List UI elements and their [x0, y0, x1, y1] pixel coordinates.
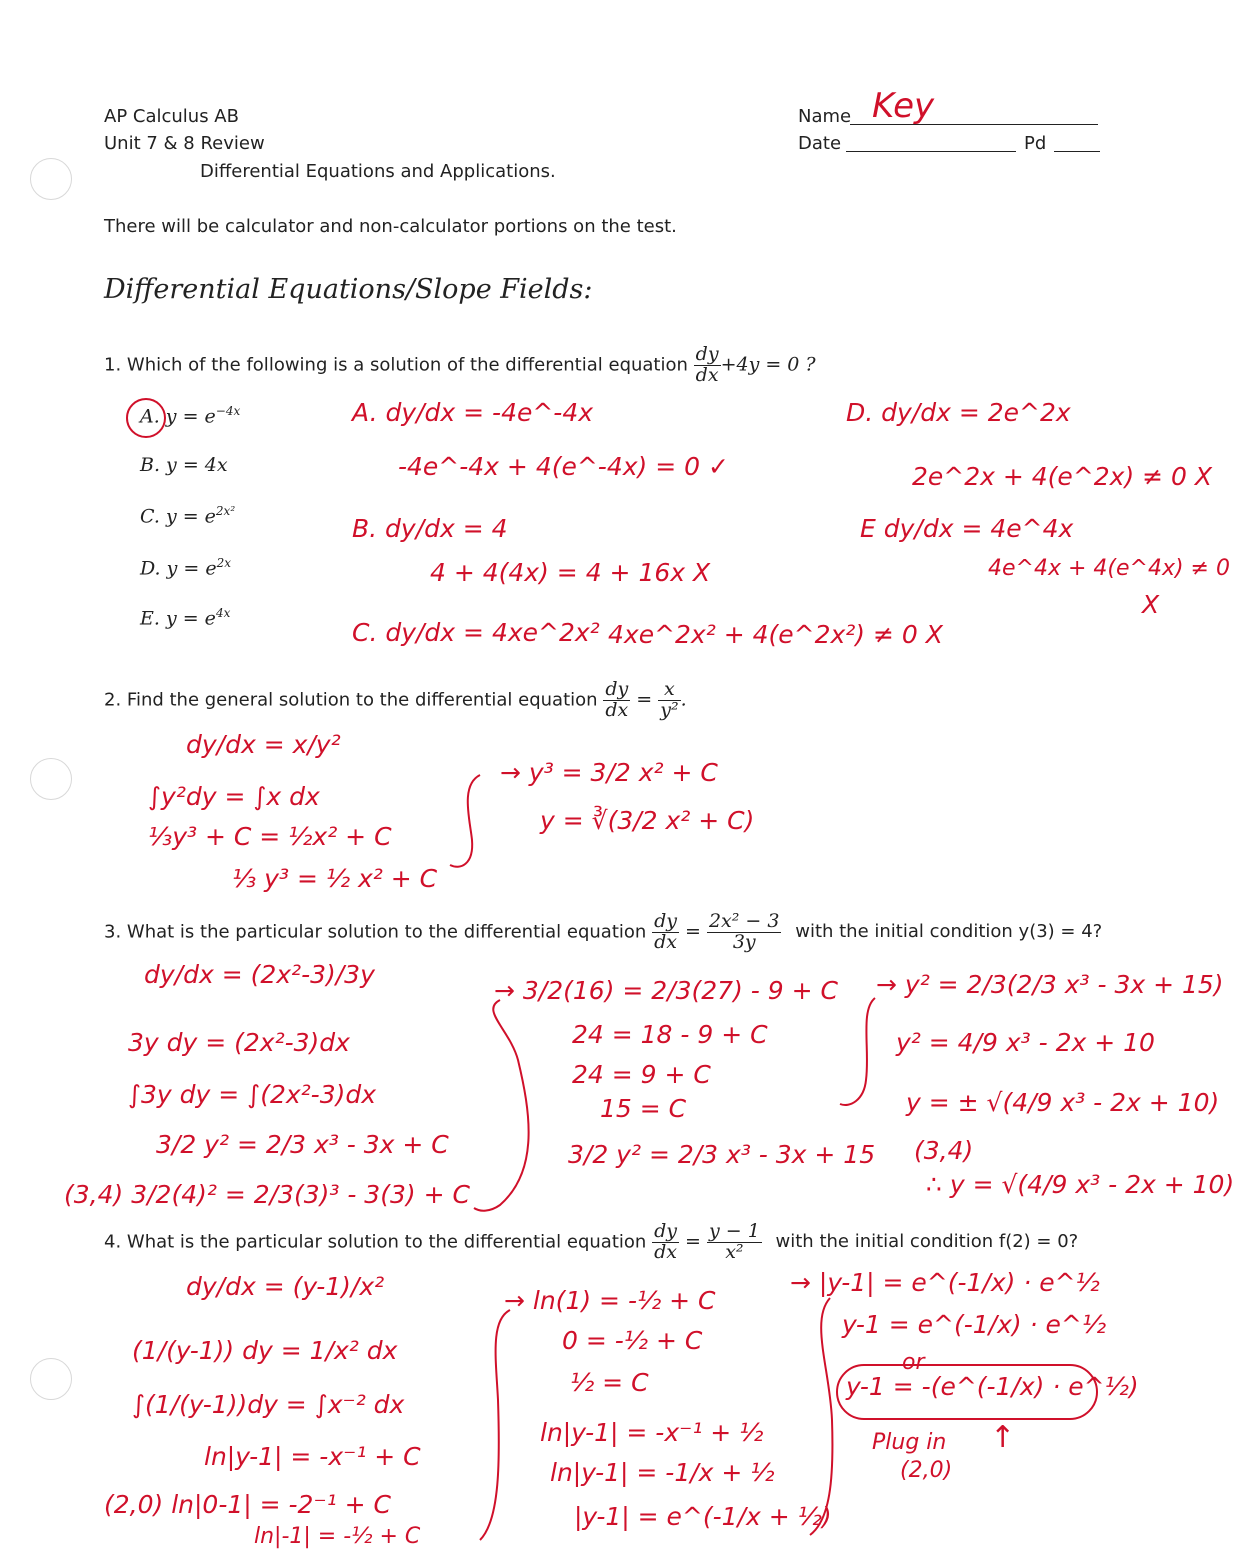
binder-hole-middle	[30, 758, 72, 800]
q4-rhs: $\frac{y - 1}{\text{x²}}$	[708, 1220, 760, 1263]
q4-work-r5: Plug in	[872, 1430, 947, 1455]
q3-prompt-text: 3. What is the particular solution to the differential equation	[104, 921, 647, 943]
q4-work-m6: |y-1| = e^(-1/x + ½)	[574, 1502, 832, 1531]
q3-work-l5: (3,4) 3/2(4)² = 2/3(3)³ - 3(3) + C	[64, 1180, 470, 1209]
q1-work-e3: X	[1142, 590, 1160, 619]
q4-work-m5: ln|y-1| = -1/x + ½	[550, 1458, 775, 1487]
date-line	[846, 151, 1016, 152]
q1-work-e1: E dy/dx = 4e^4x	[860, 514, 1074, 543]
q2-work-l2: ∫y²dy = ∫x dx	[148, 782, 320, 811]
pd-line	[1054, 151, 1100, 152]
q1-work-e2: 4e^4x + 4(e^4x) ≠ 0	[988, 556, 1230, 581]
q3-work-l3: ∫3y dy = ∫(2x²-3)dx	[128, 1080, 377, 1109]
q1-choice-e: E. $y = e^{4x}$	[140, 606, 231, 630]
q4-work-m4: ln|y-1| = -x⁻¹ + ½	[540, 1418, 764, 1447]
q3-work-l1: dy/dx = (2x²-3)/3y	[144, 960, 375, 989]
q3-work-m1: → 3/2(16) = 2/3(27) - 9 + C	[494, 976, 838, 1005]
q4-work-r3: or	[902, 1350, 925, 1375]
q3-work-m2: 24 = 18 - 9 + C	[572, 1020, 768, 1049]
q1-prompt	[104, 345, 816, 386]
q4-work-r4: y-1 = -(e^(-1/x) · e^½)	[846, 1372, 1139, 1401]
q2-work-r1: → y³ = 3/2 x² + C	[500, 758, 718, 787]
q2-work-l3: ⅓y³ + C = ½x² + C	[148, 822, 392, 851]
pd-label: Pd	[1024, 133, 1047, 154]
q4-work-l1: dy/dx = (y-1)/x²	[186, 1272, 385, 1301]
q1-work-d2: 2e^2x + 4(e^2x) ≠ 0 X	[912, 462, 1213, 491]
q3-derivative: $\frac{dy}{dx}$	[654, 910, 677, 953]
worksheet-subtitle: Differential Equations and Applications.	[200, 161, 556, 182]
course-title: AP Calculus AB	[104, 106, 239, 127]
q3-work-r1: → y² = 2/3(2/3 x³ - 3x + 15)	[876, 970, 1224, 999]
name-label: Name	[798, 106, 852, 127]
q4-work-l6: ln|-1| = -½ + C	[254, 1524, 421, 1549]
q2-prompt-text: 2. Find the general solution to the differential equation	[104, 689, 598, 711]
q4-up-arrow: ↑	[990, 1420, 1016, 1455]
q3-work-r5: ∴ y = √(4/9 x³ - 2x + 10)	[926, 1170, 1234, 1199]
q1-choice-c: C. $y = e^{2x^2}$	[140, 504, 236, 528]
binder-hole-bottom	[30, 1358, 72, 1400]
q1-work-b2: 4 + 4(4x) = 4 + 16x X	[430, 558, 711, 587]
q4-work-l5: (2,0) ln|0-1| = -2⁻¹ + C	[104, 1490, 391, 1519]
q3-work-l4: 3/2 y² = 2/3 x³ - 3x + C	[156, 1130, 449, 1159]
q4-work-r2: y-1 = e^(-1/x) · e^½	[842, 1310, 1107, 1339]
q4-prompt: 4. What is the particular solution to the differential equation $\frac{dy}{dx}$ = $\frac{y - 1}{\text{x²}}$ with the initial condition f(2) = 0?	[104, 1220, 1079, 1263]
q2-work-bracket	[440, 770, 500, 880]
q2-work-r2: y = ∛(3/2 x² + C)	[540, 806, 755, 835]
q3-work-m4: 15 = C	[600, 1094, 687, 1123]
q1-choice-b: B. y = 4x	[140, 454, 228, 476]
q2-work-l4: ⅓ y³ = ½ x² + C	[232, 864, 438, 893]
q4-work-r6: (2,0)	[900, 1458, 953, 1483]
q3-work-r4: (3,4)	[914, 1136, 974, 1165]
section-heading: Differential Equations/Slope Fields:	[104, 274, 593, 305]
q3-condition: with the initial condition y(3) = 4?	[795, 921, 1103, 943]
q2-rhs: $\frac{x}{\text{y²}}$	[660, 678, 679, 721]
q2-work-l1: dy/dx = x/y²	[186, 730, 341, 759]
q4-condition: with the initial condition f(2) = 0?	[775, 1231, 1079, 1253]
q1-work-c2: 4xe^2x² + 4(e^2x²) ≠ 0 X	[608, 620, 943, 649]
q3-rhs: $\frac{\text{2x² − 3}}{3y}$	[708, 910, 780, 953]
date-label: Date	[798, 133, 842, 154]
q4-work-l3: ∫(1/(y-1))dy = ∫x⁻² dx	[132, 1390, 405, 1419]
q3-prompt: 3. What is the particular solution to the differential equation $\frac{dy}{dx}$ = $\frac{\text{2x² − 3}}{3y}$ with the initial condition y(3) = 4?	[104, 910, 1103, 953]
q3-work-r2: y² = 4/9 x³ - 2x + 10	[896, 1028, 1155, 1057]
q4-work-m2: 0 = -½ + C	[562, 1326, 703, 1355]
unit-title: Unit 7 & 8 Review	[104, 133, 265, 154]
q2-derivative: $\frac{dy}{dx}$	[605, 678, 629, 721]
q4-work-m1: → ln(1) = -½ + C	[504, 1286, 716, 1315]
q1-work-b1: B. dy/dx = 4	[352, 514, 508, 543]
q4-work-m3: ½ = C	[570, 1368, 649, 1397]
q3-work-r3: y = ± √(4/9 x³ - 2x + 10)	[906, 1088, 1220, 1117]
q4-work-l4: ln|y-1| = -x⁻¹ + C	[204, 1442, 421, 1471]
q3-work-bracket-right	[830, 990, 890, 1120]
q1-choice-a: A. $y = e^{-4x}$	[140, 404, 241, 428]
q1-prompt-text: 1. Which of the following is a solution of the differential equation	[104, 354, 688, 376]
q4-prompt-text: 4. What is the particular solution to the differential equation	[104, 1231, 647, 1253]
name-value-handwritten: Key	[872, 86, 935, 126]
q1-work-a2: -4e^-4x + 4(e^-4x) = 0 ✓	[398, 452, 729, 481]
q4-derivative: $\frac{dy}{dx}$	[654, 1220, 677, 1263]
q1-derivative: $\frac{dy}{dx}$	[695, 343, 719, 386]
test-note: There will be calculator and non-calculator portions on the test.	[104, 216, 677, 237]
q3-work-m3: 24 = 9 + C	[572, 1060, 711, 1089]
q4-work-l2: (1/(y-1)) dy = 1/x² dx	[132, 1336, 398, 1365]
q1-choice-d: D. $y = e^{2x}$	[140, 556, 232, 580]
q2-prompt: 2. Find the general solution to the differential equation $\frac{dy}{dx}$ = $\frac{x}{\text{y²}}$ .	[104, 678, 687, 721]
q1-work-d1: D. dy/dx = 2e^2x	[846, 398, 1071, 427]
q4-work-bracket-middle	[470, 1300, 530, 1550]
q1-equation-tail: +4y = 0 ?	[720, 353, 816, 376]
q1-work-a1: A. dy/dx = -4e^-4x	[352, 398, 594, 427]
q3-work-bracket-middle	[470, 990, 550, 1220]
q3-work-l2: 3y dy = (2x²-3)dx	[128, 1028, 350, 1057]
q3-work-m5: 3/2 y² = 2/3 x³ - 3x + 15	[568, 1140, 876, 1169]
binder-hole-top	[30, 158, 72, 200]
q4-work-r1: → |y-1| = e^(-1/x) · e^½	[790, 1268, 1100, 1297]
q1-work-c1: C. dy/dx = 4xe^2x²	[352, 618, 600, 647]
q4-work-bracket-right	[790, 1290, 860, 1540]
